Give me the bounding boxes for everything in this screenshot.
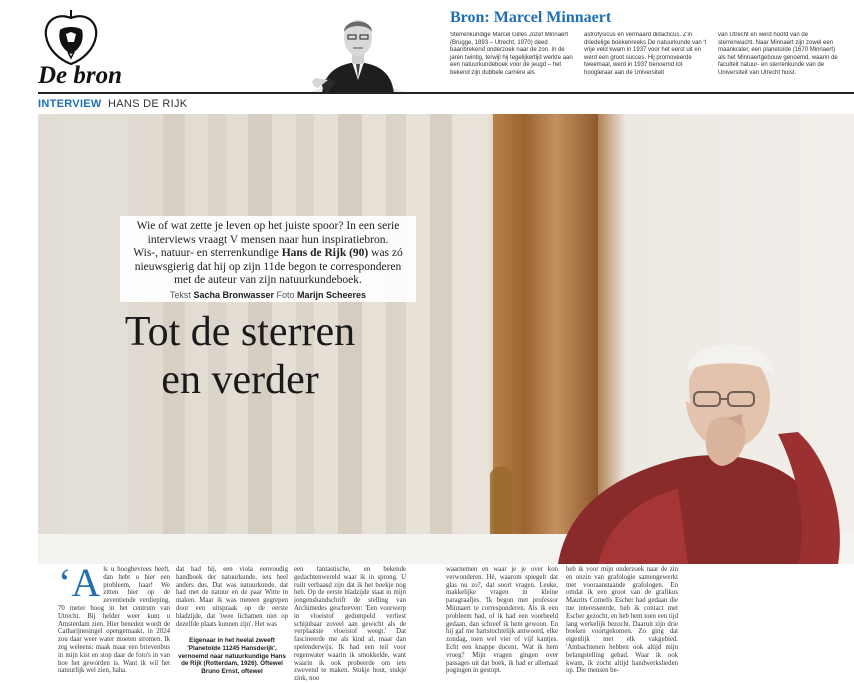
source-box-column: van Utrecht en werd hoofd van de sterrenwacht. Naar Minnaert zijn zowel een maankrater, een planetoïde (1670 Minnaert) als het Minnaertgebouw genoemd, waarin de faculteit natuur- en sterrenkunde van de Universiteit van Utrecht huist. <box>718 32 838 76</box>
pull-quote: Eigenaar in het heelal zweeft 'Planetoïde 11245 Hansderijk', vernoemd naar natuurkundige Hans de Rijk (Rotterdam, 1926). Oftewel Bruno Ernst, oftewel <box>178 637 286 675</box>
text-credit-label: Tekst <box>169 289 191 300</box>
body-column-3 <box>294 566 406 684</box>
credits-line <box>128 289 408 303</box>
headline-line-1: Tot de sterren <box>124 309 356 355</box>
intro-lead-after: was zó nieuwsgierig dat hij op zijn 11de begon te corresponderen met de auteur van zijn natuurkundeboek. <box>134 247 403 286</box>
text-credit-author: Sacha Bronwasser <box>193 289 274 300</box>
intro-box <box>120 216 416 302</box>
section-kicker <box>38 98 187 110</box>
body-column-2 <box>176 566 288 684</box>
drop-cap: ‘A <box>58 566 101 605</box>
minnaert-portrait-image <box>308 8 408 94</box>
section-title: De bron <box>38 62 123 89</box>
body-column-5 <box>566 566 678 684</box>
intro-subject-name: Hans de Rijk (90) <box>281 247 369 259</box>
photo-credit-author: Marijn Scheeres <box>297 289 367 300</box>
source-box-title: Bron: Marcel Minnaert <box>450 9 612 26</box>
source-box-column: Sterrenkundige Marcel Gilles Jozef Minnaert (Brugge, 1893 – Utrecht, 1970) deed baanbrekend onderzoek naar de zon. In de jaren twintig, terwijl hij tegelijkertijd werkte aan een natuurkundeboek voor de jeugd – het bekend zijn dubbele carrière als <box>450 32 573 76</box>
article-headline <box>80 308 400 404</box>
photo-credit-label: Foto <box>276 289 295 300</box>
body-text: een fantastische, en bekende gedachtenwereld waar ik in sprong. U ruilt verbaasd zijn dat ik het boekje nog heb. Op de eerste bladzijde staat in mijn jongenshandschrift de stelling van Archimedes geschreven: 'Een voorwerp in vloeistof gedompeld verliest schijnbaar zoveel aan gewicht als de verplaatste vloeistof weegt.' Dat fascineerde me als kind al, maar dan spelenderwijs. Ik had een teil voor regenwater waarin ik smokkelde, want waarin ik ook probeerde om iets zwevend te maken. Stukje hout, stukje zink, noo <box>294 566 406 683</box>
kicker-name: HANS DE RIJK <box>107 98 188 110</box>
body-text: waarnemen en waar je je over kon verwonderen. Hé, waarom spiegelt dat glas nu zo?, dat soort vragen. Leuke, makkelijke vragen in kleine paragraafjes. 'Ik begon met professor Minnaert te corresponderen. Als ik een probleem had, of ik had een voorbeeld gedaan, dan schreef ik hem gewoon. En hij gaf me hartstochtelijk antwoord, elke zondag, toen wel vier of vijf kantjes. Echt een knappe docent. 'Wat ik hem vroeg? Mijn vragen gingen over passages uit dat boek, ik had er allemaal pogingen in gestopt. <box>446 566 558 675</box>
kicker-label: INTERVIEW <box>38 98 102 110</box>
trouw-logo-icon <box>38 8 104 68</box>
source-box-column: astrofysicus en vermaard didacticus. Z'in driedelige boekenreeks De natuurkunde van 't vrije veld kwam in 1937 voor het eerst uit en werd een groot succes. Hij promoveerde tweemaal, werd in 1937 benoemd tot hoogleraar aan de Universiteit <box>584 32 707 76</box>
headline-line-2: en verder <box>161 357 319 403</box>
body-text: dat had hij, een viola eenvoudig handboek der natuurkunde, iets heel anders dus. Dat was natuurkunde, dat had met de natuur en de paar Witte in maken. Maar ik was meteen gegrepen door een uitspraak op de eerste bladzijde, dat 'twee lichamen niet op dezelfde plaats kunnen zijn'. Het was <box>176 566 288 628</box>
intro-lead-text <box>128 247 408 288</box>
masthead-divider <box>38 92 854 94</box>
body-column-1 <box>58 566 170 684</box>
body-column-4 <box>446 566 558 684</box>
intro-series-text: Wie of wat zette je leven op het juiste spoor? In een serie interviews vraagt V mensen naar hun inspiratiebron. <box>136 220 400 246</box>
body-text: heb ik voor mijn onderzoek naar de zin en onzin van grafologie samengewerkt met vooraanstaande grafologen. En omdat ik een groot van de grafikus Maurits Cornelis Escher had gedaan die me interesseerde, heb ik contact met Escher gezocht, en heb hem toen een tijd lang werkelijk bezocht. Daaruit zijn drie boeken voortgekomen. Zo ging dat eigenlijk met elk vakgebied. 'Ambachtenen hebben ook altijd mijn belangstelling gehad. Waar ik ook kwam, ik zocht altijd handwerkslieden op. Die mensen be- <box>566 566 678 675</box>
body-text: ls u hoogbevrees heeft, dan hebt u hier een probleem, haar! We zitten hier op de zeventiende verdieping, 70 meter hoog in het centrum van Utrecht. Bij helder weer kunt u Amsterdam zien. Hier beneden wordt de Catharijnesingel opengemaakt, in 2024 zou daar weer water moeten stromen. Ik zeg weleens: maak maar een brievenbus in mijn kist en stop daar de foto's in van hoe het geworden is. Want ik wil het natuurlijk wel zien, haha. <box>58 566 170 675</box>
intro-lead-before: Wis-, natuur- en sterrenkundige <box>133 247 279 259</box>
